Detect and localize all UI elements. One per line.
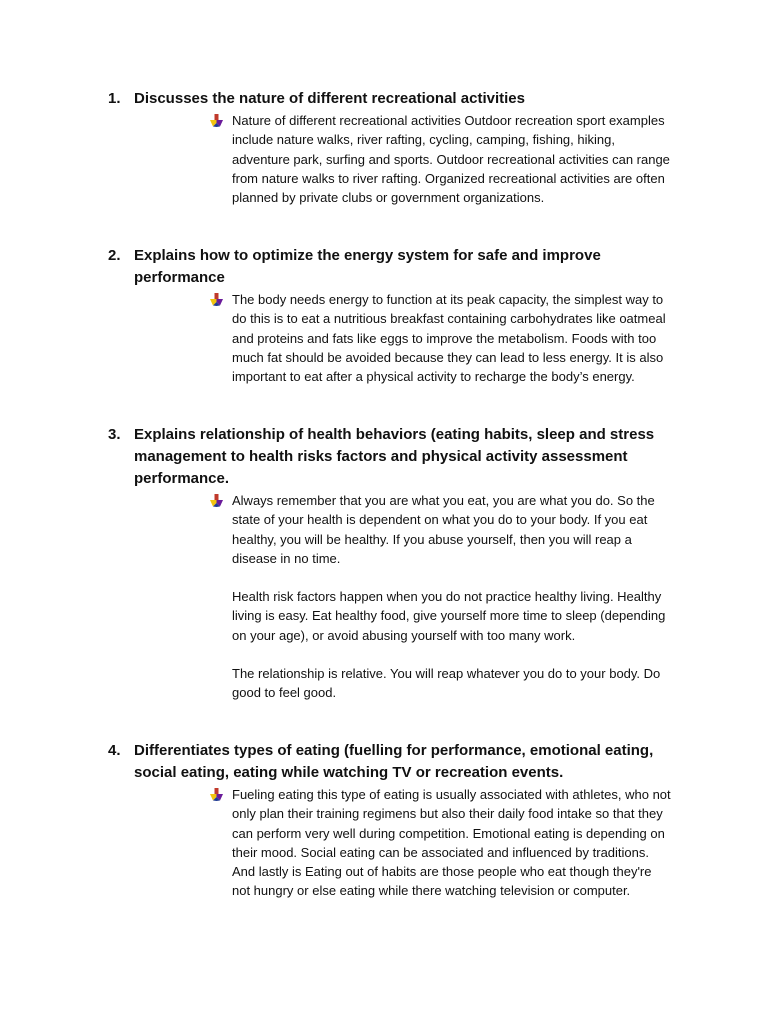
section-paragraph: The body needs energy to function at its peak capacity, the simplest way to do this is to eat a nutritious breakfast containing carbohydrates like oatmeal and proteins and fats like eggs to improve the metabolism. Foods with too much fat should be avoided because they can lead to less energy. It is also important to eat after a physical activity to recharge the body’s energy.: [232, 292, 666, 385]
section-3: [108, 424, 668, 703]
section-heading: [108, 740, 668, 784]
section-number: 1.: [108, 90, 121, 107]
section-heading: [108, 88, 668, 110]
section-body: [232, 290, 672, 386]
section-1: [108, 88, 668, 207]
section-number: 2.: [108, 247, 121, 264]
section-body: [232, 491, 672, 703]
section-number: 4.: [108, 742, 121, 759]
section-title: Discusses the nature of different recreational activities: [134, 90, 525, 107]
section-paragraph: Always remember that you are what you eat, you are what you do. So the state of your health is dependent on what you do to your body. If you eat healthy, you will be healthy. If you abuse yourself, then you will reap a disease in no time.: [232, 493, 655, 566]
section-paragraph: Nature of different recreational activities Outdoor recreation sport examples include nature walks, river rafting, cycling, camping, fishing, hiking, adventure park, surfing and sports. Outdoor recreational activities can range from nature walks to river rafting. Organized recreational activities are often planned by private clubs or government organizations.: [232, 113, 670, 206]
section-title: Explains how to optimize the energy system for safe and improve performance: [134, 247, 601, 286]
section-2: [108, 245, 668, 386]
section-body: [232, 785, 672, 901]
section-number: 3.: [108, 426, 121, 443]
section-4: [108, 740, 671, 901]
section-paragraph: Health risk factors happen when you do not practice healthy living. Healthy living is easy. Eat healthy food, give yourself more time to sleep (depending on your age), or avoid abusing yourself with too many work.: [232, 589, 666, 643]
arrow-bullet-icon: [210, 494, 223, 507]
section-title: Differentiates types of eating (fuelling for performance, emotional eating, social eating, eating while watching TV or recreation events.: [134, 742, 654, 781]
section-body: [232, 111, 672, 207]
section-paragraph: The relationship is relative. You will reap whatever you do to your body. Do good to feel good.: [232, 666, 661, 701]
section-paragraph: Fueling eating this type of eating is usually associated with athletes, who not only plan their training regimens but also their daily food intake so that they can perform very well during competition. Emotional eating is depending on their mood. Social eating can be associated and influenced by traditions. And lastly is Eating out of habits are those people who eat though they're not hungry or else eating while there watching television or computer.: [232, 787, 671, 899]
arrow-bullet-icon: [210, 293, 223, 306]
arrow-bullet-icon: [210, 788, 223, 801]
arrow-bullet-icon: [210, 114, 223, 127]
section-heading: [108, 424, 668, 490]
section-title: Explains relationship of health behaviors (eating habits, sleep and stress management to health risks factors and physical activity assessment performance.: [134, 426, 655, 487]
section-heading: [108, 245, 668, 289]
